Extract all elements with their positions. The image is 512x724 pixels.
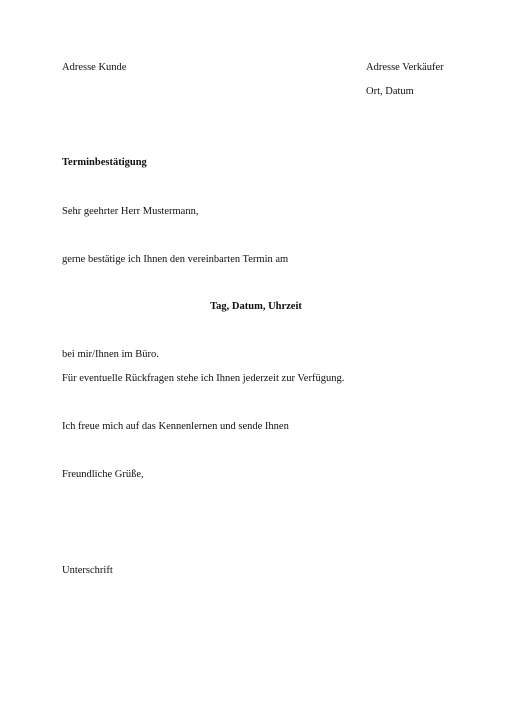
- closing-sentence: Ich freue mich auf das Kennenlernen und sende Ihnen: [62, 421, 289, 432]
- location-text: bei mir/Ihnen im Büro.: [62, 349, 159, 360]
- signature: Unterschrift: [62, 565, 113, 576]
- appointment-details: Tag, Datum, Uhrzeit: [210, 301, 302, 312]
- seller-address: Adresse Verkäufer: [366, 62, 444, 73]
- questions-text: Für eventuelle Rückfragen stehe ich Ihnen jederzeit zur Verfügung.: [62, 373, 345, 384]
- salutation: Sehr geehrter Herr Mustermann,: [62, 206, 199, 217]
- subject-heading: Terminbestätigung: [62, 157, 147, 168]
- customer-address: Adresse Kunde: [62, 62, 127, 73]
- place-date: Ort, Datum: [366, 86, 414, 97]
- intro-text: gerne bestätige ich Ihnen den vereinbarten Termin am: [62, 254, 289, 265]
- regards: Freundliche Grüße,: [62, 469, 144, 480]
